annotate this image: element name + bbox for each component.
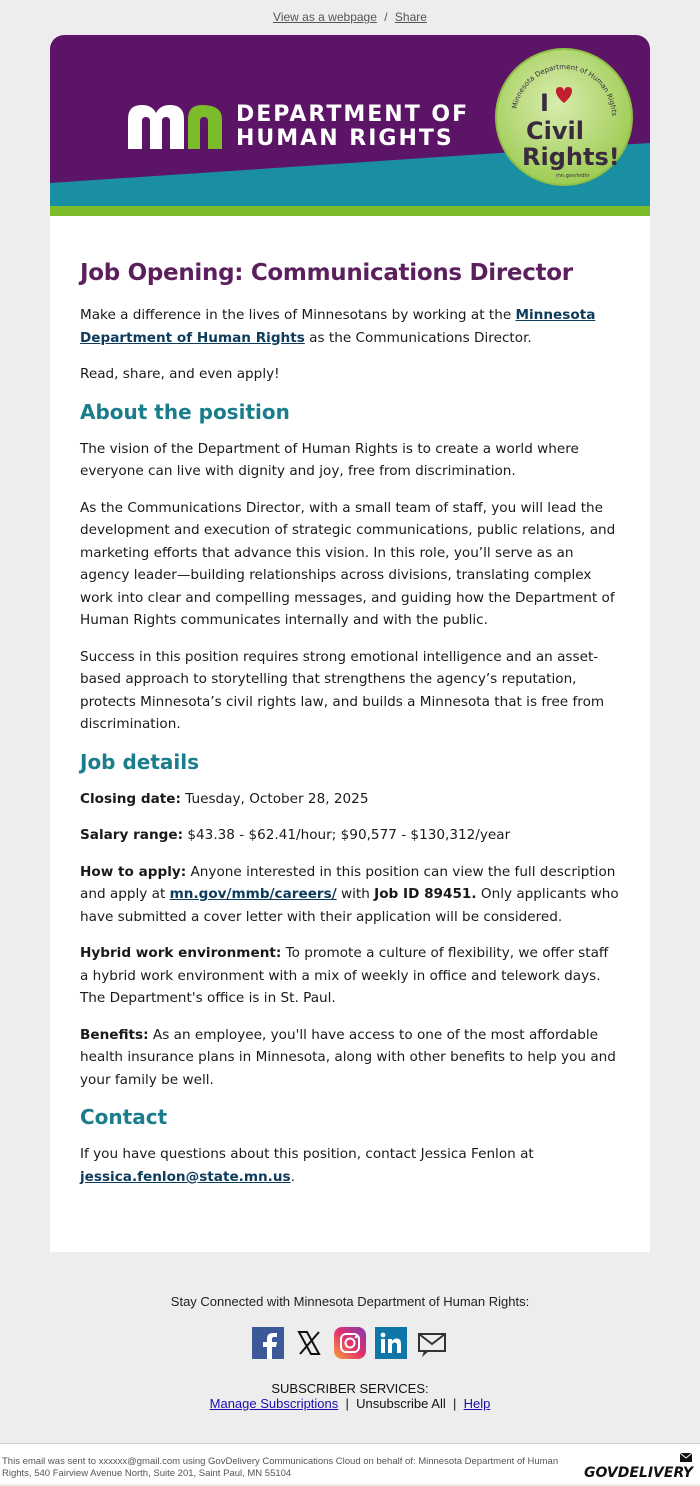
- legal-text: This email was sent to xxxxxx@gmail.com using GovDelivery Communications Cloud on behalf of: Minnesota Department of Human Rights, 540 Fairview Avenue North, Suite 201, Saint Paul, MN 55104: [2, 1456, 559, 1479]
- help-link[interactable]: Help: [463, 1396, 491, 1411]
- badge-civil-text: Civil: [526, 117, 584, 145]
- facebook-icon[interactable]: [252, 1327, 284, 1359]
- mn-logo-icon: [128, 105, 224, 149]
- apply-text-end: Only applicants who have submitted a cover letter with their application will be considered.: [80, 886, 619, 925]
- hybrid-work: [80, 942, 620, 1010]
- contact-text-end: .: [290, 1168, 295, 1185]
- instagram-icon[interactable]: [334, 1327, 366, 1359]
- hybrid-value: To promote a culture of flexibility, we offer staff a hybrid work environment with a mix of weekly in office and telework days. The Department's office is in St. Paul.: [80, 945, 609, 1006]
- careers-link[interactable]: mn.gov/mmb/careers/: [169, 886, 337, 902]
- badge-i-text: I: [540, 89, 549, 117]
- benefits-label: Benefits:: [80, 1026, 149, 1043]
- view-as-webpage-link[interactable]: View as a webpage: [273, 10, 377, 24]
- salary-label: Salary range:: [80, 827, 184, 843]
- footer: [0, 1272, 700, 1411]
- benefits: [80, 1024, 620, 1092]
- civil-rights-badge: [494, 47, 634, 187]
- closing-date-label: Closing date:: [80, 790, 181, 807]
- contact-paragraph: [80, 1143, 620, 1188]
- subscriber-services-label: SUBSCRIBER SERVICES:: [271, 1381, 429, 1396]
- contact-text: If you have questions about this position, contact Jessica Fenlon at: [80, 1146, 534, 1162]
- email-icon[interactable]: [416, 1327, 448, 1359]
- about-paragraph-1: The vision of the Department of Human Rights is to create a world where everyone can live with dignity and joy, free from discrimination.: [80, 440, 579, 479]
- read-share-paragraph: Read, share, and even apply!: [80, 366, 280, 382]
- top-links: [0, 0, 700, 35]
- header-banner: [50, 35, 650, 216]
- x-icon[interactable]: [293, 1327, 325, 1359]
- logo-line-2: HUMAN RIGHTS: [236, 126, 454, 151]
- badge-url-text: mn.gov/mdhr: [556, 173, 590, 179]
- manage-subscriptions-link[interactable]: Manage Subscriptions: [209, 1396, 339, 1411]
- intro-text: Make a difference in the lives of Minnesotans by working at the: [80, 307, 516, 323]
- contact-email-link[interactable]: jessica.fenlon@state.mn.us: [80, 1168, 291, 1185]
- envelope-icon: [680, 1453, 692, 1462]
- apply-label: How to apply:: [80, 863, 187, 880]
- subscriber-services: [0, 1381, 700, 1411]
- unsubscribe-all-link[interactable]: Unsubscribe All: [356, 1396, 446, 1411]
- salary-value: $43.38 - $62.41/hour; $90,577 - $130,312/year: [183, 827, 511, 843]
- apply-text-mid: with: [336, 886, 375, 902]
- contact-heading: Contact: [80, 1105, 168, 1129]
- article-content: [50, 216, 650, 1188]
- benefits-value: As an employee, you'll have access to one of the most affordable health insurance plans in Minnesota, along with other benefits to help you and your family be well.: [80, 1026, 616, 1088]
- about-paragraph-3: Success in this position requires strong emotional intelligence and an asset-based approach to storytelling that strengthens the agency’s reputation, protects Minnesota’s civil rights law, and builds a Minnesota that is free from discrimination.: [80, 648, 605, 732]
- link-separator: |: [345, 1396, 349, 1411]
- govdelivery-logo: [582, 1450, 694, 1486]
- job-id: Job ID 89451.: [374, 886, 477, 902]
- intro-text-end: as the Communications Director.: [304, 329, 532, 346]
- job-details-heading: Job details: [80, 749, 200, 774]
- closing-date-value: Tuesday, October 28, 2025: [180, 790, 369, 807]
- logo-line-1: DEPARTMENT OF: [236, 102, 470, 127]
- badge-arc-text: Minnesota Department of Human Rights: [510, 62, 619, 117]
- stay-connected-text: Stay Connected with Minnesota Department of Human Rights:: [170, 1294, 530, 1309]
- link-separator-2: |: [452, 1396, 457, 1411]
- apply-text: Anyone interested in this position can view the full description and apply at: [80, 863, 616, 902]
- intro-paragraph: [80, 304, 620, 349]
- subscriber-links: [0, 1396, 700, 1411]
- mdhr-link[interactable]: Minnesota Department of Human Rights: [80, 307, 596, 346]
- social-icons: [0, 1327, 700, 1359]
- about-paragraph-2: As the Communications Director, with a small team of staff, you will lead the development and execution of strategic communications, public relations, and marketing efforts that advance this vision. In this role, you’ll serve as an agency leader—building relationships across divisions, translating complex work into clear and compelling messages, and guiding how the Department of Human Rights communicates internally and with the public.: [80, 499, 616, 628]
- share-link[interactable]: Share: [394, 10, 427, 24]
- how-to-apply: [80, 861, 620, 929]
- page-title: Job Opening: Communications Director: [80, 260, 573, 286]
- hybrid-label: Hybrid work environment:: [80, 945, 282, 961]
- topbar-separator: /: [384, 10, 388, 24]
- govdelivery-text: GOVDELIVERY: [584, 1465, 694, 1481]
- department-logo-text: [236, 103, 469, 151]
- linkedin-icon[interactable]: [375, 1327, 407, 1359]
- legal-footer: [0, 1443, 700, 1484]
- email-card: [50, 35, 650, 1252]
- badge-rights-text: Rights!: [522, 143, 620, 171]
- about-heading: About the position: [80, 399, 290, 424]
- salary-range: [80, 824, 620, 847]
- closing-date: [80, 788, 620, 811]
